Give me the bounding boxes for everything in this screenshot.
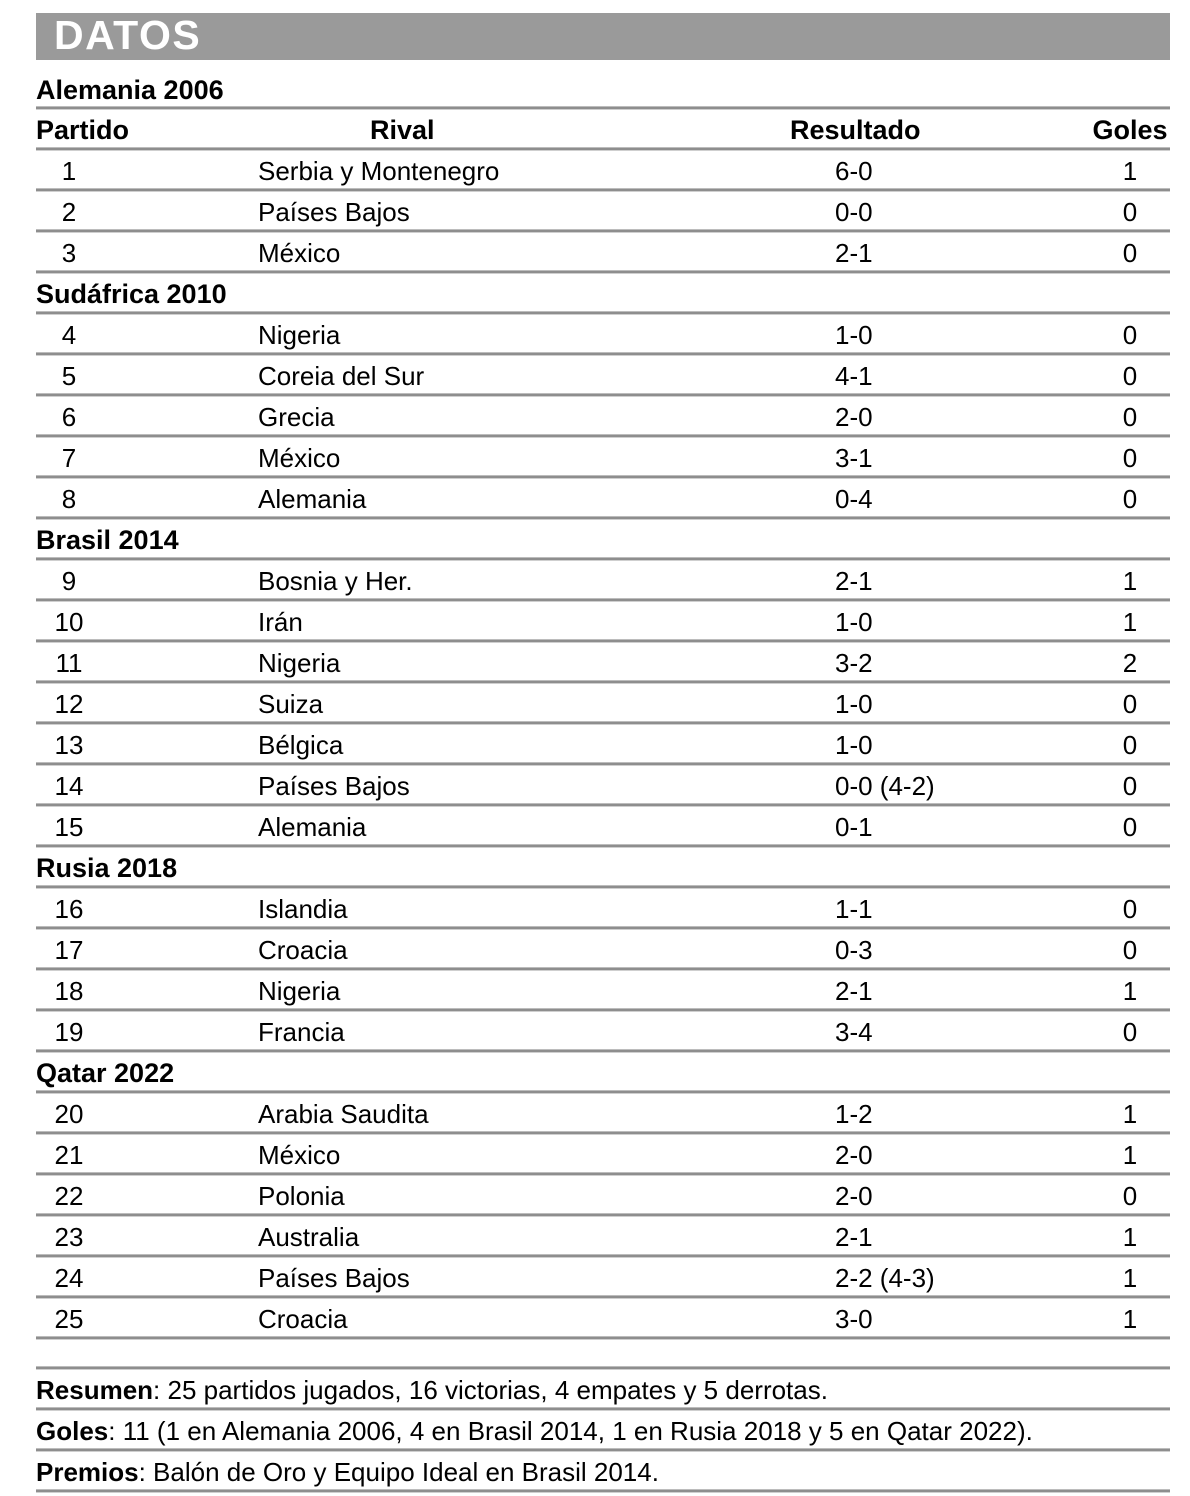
section-title-row: [36, 274, 1170, 315]
goals-value: 0: [1122, 361, 1138, 391]
goals-value: 0: [1122, 1181, 1138, 1211]
section-title-row: [36, 60, 1170, 110]
goals-value-cell: [1090, 566, 1170, 597]
summary-label: Resumen: [36, 1375, 154, 1405]
match-number-cell: [36, 689, 258, 720]
goals-value-cell: [1090, 402, 1170, 433]
rival-name-cell: [258, 361, 790, 392]
result-value-cell: [790, 443, 1090, 474]
rival-name: Serbia y Montenegro: [258, 156, 500, 186]
rival-name-cell: [258, 812, 790, 843]
rival-name-cell: [258, 1017, 790, 1048]
match-number-cell: [36, 484, 258, 515]
section-title-row: [36, 1053, 1170, 1094]
match-number-cell: [36, 1263, 258, 1294]
rival-name-cell: [258, 402, 790, 433]
table-row: [36, 1135, 1170, 1176]
rival-name-cell: [258, 156, 790, 187]
result-value-cell: [790, 648, 1090, 679]
result-value: 0-0 (4-2): [835, 771, 935, 801]
goals-value: 1: [1122, 156, 1138, 186]
table-row: [36, 561, 1170, 602]
rival-name-cell: [258, 894, 790, 925]
section-title-row: [36, 520, 1170, 561]
result-value-cell: [790, 1099, 1090, 1130]
table-row: [36, 397, 1170, 438]
summary-text: : 25 partidos jugados, 16 victorias, 4 empates y 5 derrotas.: [153, 1375, 828, 1405]
goals-value-cell: [1090, 443, 1170, 474]
table-row: [36, 315, 1170, 356]
section-title: Rusia 2018: [36, 853, 178, 883]
match-number: 18: [54, 976, 84, 1006]
col-header-label: Partido: [36, 115, 130, 145]
goals-value-cell: [1090, 1263, 1170, 1294]
table-row: [36, 151, 1170, 192]
rival-name: Países Bajos: [258, 197, 410, 227]
goals-value: 0: [1122, 689, 1138, 719]
datos-header-bar: [36, 13, 1170, 60]
match-number: 8: [61, 484, 77, 514]
goals-value: 0: [1122, 771, 1138, 801]
goals-value-cell: [1090, 238, 1170, 269]
goals-value: 1: [1122, 1099, 1138, 1129]
result-value: 1-0: [835, 320, 873, 350]
match-number: 21: [54, 1140, 84, 1170]
table-row: [36, 1012, 1170, 1053]
result-value-cell: [790, 484, 1090, 515]
goals-value: 1: [1122, 566, 1138, 596]
result-value-cell: [790, 812, 1090, 843]
match-number: 12: [54, 689, 84, 719]
result-value-cell: [790, 566, 1090, 597]
match-number-cell: [36, 771, 258, 802]
rival-name-cell: [258, 443, 790, 474]
result-value-cell: [790, 238, 1090, 269]
goals-value-cell: [1090, 1017, 1170, 1048]
goals-value-cell: [1090, 1304, 1170, 1335]
rival-name-cell: [258, 238, 790, 269]
result-value-cell: [790, 1181, 1090, 1212]
goals-value-cell: [1090, 320, 1170, 351]
col-header-goles: [1090, 115, 1170, 146]
rival-name: Croacia: [258, 1304, 348, 1334]
rival-name: México: [258, 1140, 341, 1170]
summary-label: Goles: [36, 1416, 109, 1446]
match-number-cell: [36, 361, 258, 392]
summary-label: Premios: [36, 1457, 139, 1487]
match-number-cell: [36, 238, 258, 269]
rival-name: Nigeria: [258, 976, 341, 1006]
result-value-cell: [790, 894, 1090, 925]
summary-row-goles: [36, 1411, 1170, 1452]
column-header-row: [36, 110, 1170, 151]
match-number: 9: [61, 566, 77, 596]
match-number: 3: [61, 238, 77, 268]
section-title: Sudáfrica 2010: [36, 279, 227, 309]
matches-table: [36, 60, 1170, 1340]
rival-name: Croacia: [258, 935, 348, 965]
rival-name: México: [258, 443, 341, 473]
match-number-cell: [36, 648, 258, 679]
result-value-cell: [790, 402, 1090, 433]
table-row: [36, 725, 1170, 766]
match-number-cell: [36, 402, 258, 433]
result-value: 1-2: [835, 1099, 873, 1129]
goals-value: 0: [1122, 238, 1138, 268]
result-value: 3-2: [835, 648, 873, 678]
rival-name-cell: [258, 976, 790, 1007]
table-row: [36, 889, 1170, 930]
table-row: [36, 766, 1170, 807]
result-value: 2-1: [835, 238, 873, 268]
result-value-cell: [790, 1304, 1090, 1335]
result-value: 4-1: [835, 361, 873, 391]
match-number: 24: [54, 1263, 84, 1293]
match-number-cell: [36, 197, 258, 228]
match-number: 25: [54, 1304, 84, 1334]
col-header-label: Goles: [1092, 115, 1168, 145]
result-value-cell: [790, 607, 1090, 638]
result-value: 1-0: [835, 689, 873, 719]
table-row: [36, 602, 1170, 643]
match-number-cell: [36, 976, 258, 1007]
goals-value: 1: [1122, 607, 1138, 637]
goals-value: 0: [1122, 894, 1138, 924]
rival-name: Bélgica: [258, 730, 344, 760]
rival-name-cell: [258, 320, 790, 351]
match-number: 4: [61, 320, 77, 350]
summary-block: [36, 1366, 1170, 1493]
match-number-cell: [36, 1181, 258, 1212]
match-number: 6: [61, 402, 77, 432]
match-number: 16: [54, 894, 84, 924]
result-value-cell: [790, 361, 1090, 392]
col-header-label: Rival: [370, 115, 435, 145]
result-value: 3-4: [835, 1017, 873, 1047]
result-value-cell: [790, 935, 1090, 966]
rival-name: Francia: [258, 1017, 345, 1047]
rival-name: Nigeria: [258, 648, 341, 678]
result-value-cell: [790, 976, 1090, 1007]
col-header-label: Resultado: [790, 115, 921, 145]
goals-value-cell: [1090, 648, 1170, 679]
rival-name-cell: [258, 566, 790, 597]
goals-value: 0: [1122, 320, 1138, 350]
rival-name-cell: [258, 689, 790, 720]
result-value-cell: [790, 1017, 1090, 1048]
rival-name-cell: [258, 607, 790, 638]
result-value-cell: [790, 156, 1090, 187]
result-value: 1-0: [835, 607, 873, 637]
result-value-cell: [790, 1263, 1090, 1294]
rival-name: Grecia: [258, 402, 335, 432]
match-number-cell: [36, 320, 258, 351]
rival-name: Países Bajos: [258, 1263, 410, 1293]
match-number: 13: [54, 730, 84, 760]
goals-value-cell: [1090, 689, 1170, 720]
goals-value: 1: [1122, 1304, 1138, 1334]
goals-value-cell: [1090, 156, 1170, 187]
col-header-rival: [258, 115, 790, 146]
goals-value-cell: [1090, 812, 1170, 843]
summary-row-resumen: [36, 1370, 1170, 1411]
goals-value: 0: [1122, 730, 1138, 760]
result-value: 0-3: [835, 935, 873, 965]
rival-name: Polonia: [258, 1181, 345, 1211]
result-value-cell: [790, 1140, 1090, 1171]
goals-value-cell: [1090, 197, 1170, 228]
match-number: 19: [54, 1017, 84, 1047]
table-row: [36, 1217, 1170, 1258]
table-row: [36, 684, 1170, 725]
rival-name-cell: [258, 1140, 790, 1171]
match-number-cell: [36, 894, 258, 925]
result-value-cell: [790, 197, 1090, 228]
match-number: 14: [54, 771, 84, 801]
rival-name-cell: [258, 1222, 790, 1253]
rival-name-cell: [258, 648, 790, 679]
rival-name: Islandia: [258, 894, 348, 924]
goals-value-cell: [1090, 935, 1170, 966]
result-value: 2-0: [835, 1181, 873, 1211]
table-row: [36, 233, 1170, 274]
result-value: 2-1: [835, 1222, 873, 1252]
result-value: 0-0: [835, 197, 873, 227]
result-value: 3-1: [835, 443, 873, 473]
goals-value-cell: [1090, 1222, 1170, 1253]
match-number-cell: [36, 1099, 258, 1130]
goals-value-cell: [1090, 976, 1170, 1007]
goals-value-cell: [1090, 484, 1170, 515]
goals-value: 0: [1122, 402, 1138, 432]
result-value-cell: [790, 1222, 1090, 1253]
result-value-cell: [790, 689, 1090, 720]
table-row: [36, 643, 1170, 684]
rival-name: Bosnia y Her.: [258, 566, 413, 596]
rival-name: Nigeria: [258, 320, 341, 350]
match-number: 1: [61, 156, 77, 186]
result-value: 2-1: [835, 976, 873, 1006]
result-value-cell: [790, 730, 1090, 761]
table-row: [36, 1299, 1170, 1340]
goals-value: 0: [1122, 935, 1138, 965]
match-number: 10: [54, 607, 84, 637]
rival-name: Alemania: [258, 484, 367, 514]
rival-name: Suiza: [258, 689, 324, 719]
match-number: 20: [54, 1099, 84, 1129]
rival-name: Arabia Saudita: [258, 1099, 429, 1129]
match-number-cell: [36, 156, 258, 187]
result-value: 0-4: [835, 484, 873, 514]
section-title: Qatar 2022: [36, 1058, 175, 1088]
result-value: 3-0: [835, 1304, 873, 1334]
col-header-partido: [36, 115, 258, 146]
match-number: 22: [54, 1181, 84, 1211]
match-number: 2: [61, 197, 77, 227]
result-value: 1-0: [835, 730, 873, 760]
result-value-cell: [790, 320, 1090, 351]
goals-value-cell: [1090, 1140, 1170, 1171]
match-number-cell: [36, 1222, 258, 1253]
result-value: 0-1: [835, 812, 873, 842]
goals-value: 0: [1122, 812, 1138, 842]
match-number-cell: [36, 607, 258, 638]
match-number-cell: [36, 566, 258, 597]
table-row: [36, 479, 1170, 520]
goals-value: 0: [1122, 484, 1138, 514]
section-title: Alemania 2006: [36, 74, 224, 105]
summary-text: : 11 (1 en Alemania 2006, 4 en Brasil 2014, 1 en Rusia 2018 y 5 en Qatar 2022).: [108, 1416, 1033, 1446]
table-row: [36, 1094, 1170, 1135]
match-number: 7: [61, 443, 77, 473]
goals-value: 1: [1122, 1140, 1138, 1170]
match-number: 17: [54, 935, 84, 965]
match-number-cell: [36, 730, 258, 761]
match-number: 5: [61, 361, 77, 391]
table-row: [36, 192, 1170, 233]
goals-value: 1: [1122, 1263, 1138, 1293]
section-title: Brasil 2014: [36, 525, 179, 555]
table-row: [36, 971, 1170, 1012]
col-header-resultado: [790, 115, 1090, 146]
rival-name: Alemania: [258, 812, 367, 842]
match-number-cell: [36, 812, 258, 843]
rival-name-cell: [258, 771, 790, 802]
section-title-row: [36, 848, 1170, 889]
goals-value-cell: [1090, 1181, 1170, 1212]
table-row: [36, 807, 1170, 848]
goals-value-cell: [1090, 607, 1170, 638]
table-row: [36, 1176, 1170, 1217]
rival-name-cell: [258, 1099, 790, 1130]
rival-name-cell: [258, 1181, 790, 1212]
rival-name-cell: [258, 730, 790, 761]
rival-name-cell: [258, 1263, 790, 1294]
result-value: 2-1: [835, 566, 873, 596]
result-value: 2-0: [835, 402, 873, 432]
match-number-cell: [36, 443, 258, 474]
goals-value: 1: [1122, 1222, 1138, 1252]
rival-name: México: [258, 238, 341, 268]
match-number: 11: [55, 648, 83, 678]
rival-name-cell: [258, 484, 790, 515]
rival-name-cell: [258, 1304, 790, 1335]
goals-value-cell: [1090, 771, 1170, 802]
match-number: 15: [54, 812, 84, 842]
goals-value: 1: [1122, 976, 1138, 1006]
match-number-cell: [36, 1017, 258, 1048]
goals-value-cell: [1090, 730, 1170, 761]
goals-value-cell: [1090, 1099, 1170, 1130]
match-number: 23: [54, 1222, 84, 1252]
table-row: [36, 438, 1170, 479]
match-number-cell: [36, 1304, 258, 1335]
result-value: 1-1: [835, 894, 873, 924]
goals-value-cell: [1090, 894, 1170, 925]
table-row: [36, 930, 1170, 971]
match-number-cell: [36, 1140, 258, 1171]
rival-name-cell: [258, 935, 790, 966]
table-row: [36, 1258, 1170, 1299]
result-value: 6-0: [835, 156, 873, 186]
goals-value-cell: [1090, 361, 1170, 392]
result-value: 2-2 (4-3): [835, 1263, 935, 1293]
rival-name: Coreia del Sur: [258, 361, 425, 391]
table-row: [36, 356, 1170, 397]
rival-name: Australia: [258, 1222, 360, 1252]
match-number-cell: [36, 935, 258, 966]
goals-value: 0: [1122, 1017, 1138, 1047]
goals-value: 0: [1122, 197, 1138, 227]
result-value-cell: [790, 771, 1090, 802]
result-value: 2-0: [835, 1140, 873, 1170]
rival-name: Irán: [258, 607, 303, 637]
goals-value: 0: [1122, 443, 1138, 473]
summary-text: : Balón de Oro y Equipo Ideal en Brasil 2014.: [138, 1457, 659, 1487]
rival-name: Países Bajos: [258, 771, 410, 801]
rival-name-cell: [258, 197, 790, 228]
summary-row-premios: [36, 1452, 1170, 1493]
goals-value: 2: [1122, 648, 1138, 678]
page-title: DATOS: [54, 11, 202, 58]
